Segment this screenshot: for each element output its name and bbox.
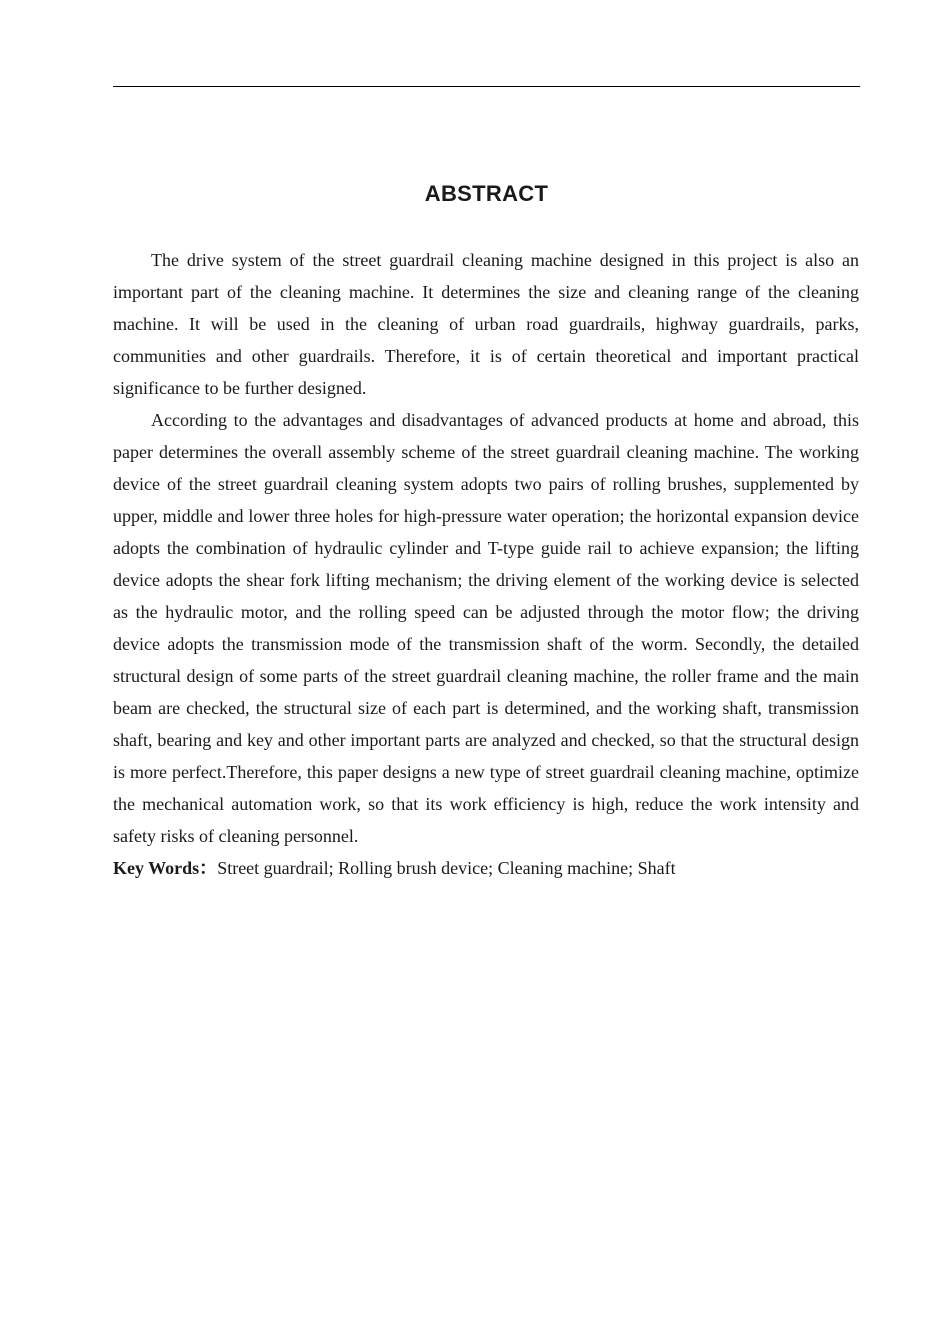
keywords-label: Key Words： [113,858,218,878]
header-rule [113,86,860,87]
abstract-body [113,244,859,884]
abstract-title: ABSTRACT [424,181,549,206]
abstract-paragraph-2: According to the advantages and disadvantages of advanced products at home and abroad, this paper determines the overall assembly scheme of the street guardrail cleaning machine. The working device of the street guardrail cleaning system adopts two pairs of rolling brushes, supplemented by upper, middle and lower three holes for high-pressure water operation; the horizontal expansion device adopts the combination of hydraulic cylinder and T-type guide rail to achieve expansion; the lifting device adopts the shear fork lifting mechanism; the driving element of the working device is selected as the hydraulic motor, and the rolling speed can be adjusted through the motor flow; the driving device adopts the transmission mode of the transmission shaft of the worm. Secondly, the detailed structural design of some parts of the street guardrail cleaning machine, the roller frame and the main beam are checked, the structural size of each part is determined, and the working shaft, transmission shaft, bearing and key and other important parts are analyzed and checked, so that the structural design is more perfect.Therefore, this paper designs a new type of street guardrail cleaning machine, optimize the mechanical automation work, so that its work efficiency is high, reduce the work intensity and safety risks of cleaning personnel. [113,410,859,846]
abstract-paragraph-1: The drive system of the street guardrail cleaning machine designed in this project is also an important part of the cleaning machine. It determines the size and cleaning range of the cleaning machine. It will be used in the cleaning of urban road guardrails, highway guardrails, parks, communities and other guardrails. Therefore, it is of certain theoretical and important practical significance to be further designed. [113,250,859,398]
keywords-line [113,852,859,884]
keywords-text: Street guardrail; Rolling brush device; Cleaning machine; Shaft [217,858,676,878]
